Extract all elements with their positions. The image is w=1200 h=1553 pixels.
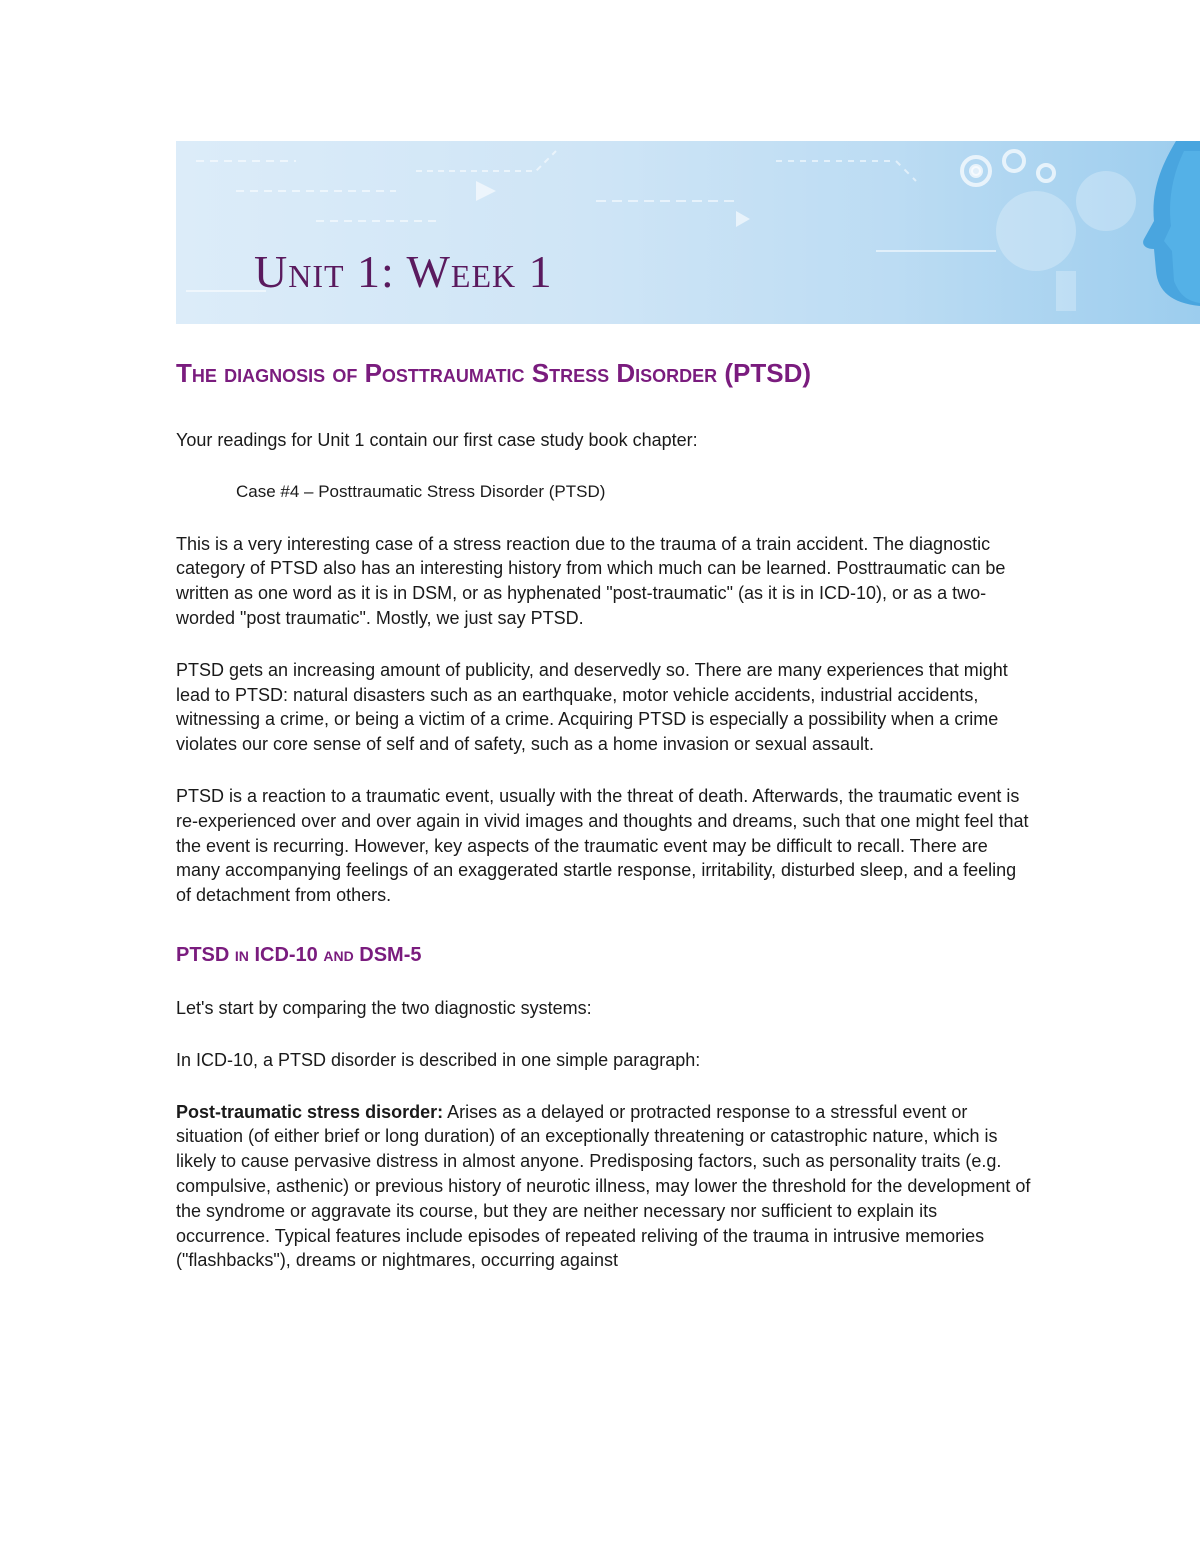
paragraph-5: In ICD-10, a PTSD disorder is described in one simple paragraph:: [176, 1049, 701, 1070]
definition-term: Post-traumatic stress disorder:: [176, 1101, 444, 1122]
gear-icon: [962, 151, 1054, 185]
case-item: Case #4 – Posttraumatic Stress Disorder (PTSD): [236, 481, 606, 501]
definition-paragraph: [176, 1100, 1036, 1274]
document-body: [176, 358, 1036, 1273]
paragraph-4: Let's start by comparing the two diagnostic systems:: [176, 997, 592, 1018]
banner-title: Unit 1: Week 1: [254, 246, 553, 297]
definition-text: Arises as a delayed or protracted response to a stressful event or situation (of either brief or long duration) of an exceptionally threatening or catastrophic nature, which is likely to cause pervasive distress in almost anyone. Predisposing factors, such as personality traits (e.g. compulsive, asthenic) or previous history of neurotic illness, may lower the threshold for the development of the syndrome or aggravate its course, but they are neither necessary nor sufficient to explain its occurrence. Typical features include episodes of repeated reliving of the trauma in intrusive memories ("flashbacks"), dreams or nightmares, occurring against: [176, 1101, 1031, 1271]
section-heading: PTSD in ICD-10 and DSM-5: [176, 943, 422, 966]
unit-banner: [176, 141, 1200, 324]
paragraph-1: This is a very interesting case of a stress reaction due to the trauma of a train accident. The diagnostic category of PTSD also has an interesting history from which much can be learned. Posttraumatic can be written as one word as it is in DSM, or as hyphenated "post-traumatic" (as it is in ICD-10), or as a two-worded "post traumatic". Mostly, we just say PTSD.: [176, 533, 1006, 628]
intro-paragraph: Your readings for Unit 1 contain our first case study book chapter:: [176, 430, 698, 450]
paragraph-3: PTSD is a reaction to a traumatic event, usually with the threat of death. Afterwards, the traumatic event is re-experienced over and over again in vivid images and thoughts and dreams, such that one might feel that the event is recurring. However, key aspects of the traumatic event may be difficult to recall. There are many accompanying feelings of an exaggerated startle response, irritability, disturbed sleep, and a feeling of detachment from others.: [176, 785, 1029, 906]
paragraph-2: PTSD gets an increasing amount of publicity, and deservedly so. There are many experiences that might lead to PTSD: natural disasters such as an earthquake, motor vehicle accidents, industrial accidents, witnessing a crime, or being a victim of a crime. Acquiring PTSD is especially a possibility when a crime violates our core sense of self and of safety, such as a home invasion or sexual assault.: [176, 659, 1008, 755]
arrow-right-icon: [476, 181, 750, 227]
page-title: The diagnosis of Posttraumatic Stress Disorder (PTSD): [176, 358, 812, 388]
head-silhouette-icon: [1143, 141, 1200, 306]
